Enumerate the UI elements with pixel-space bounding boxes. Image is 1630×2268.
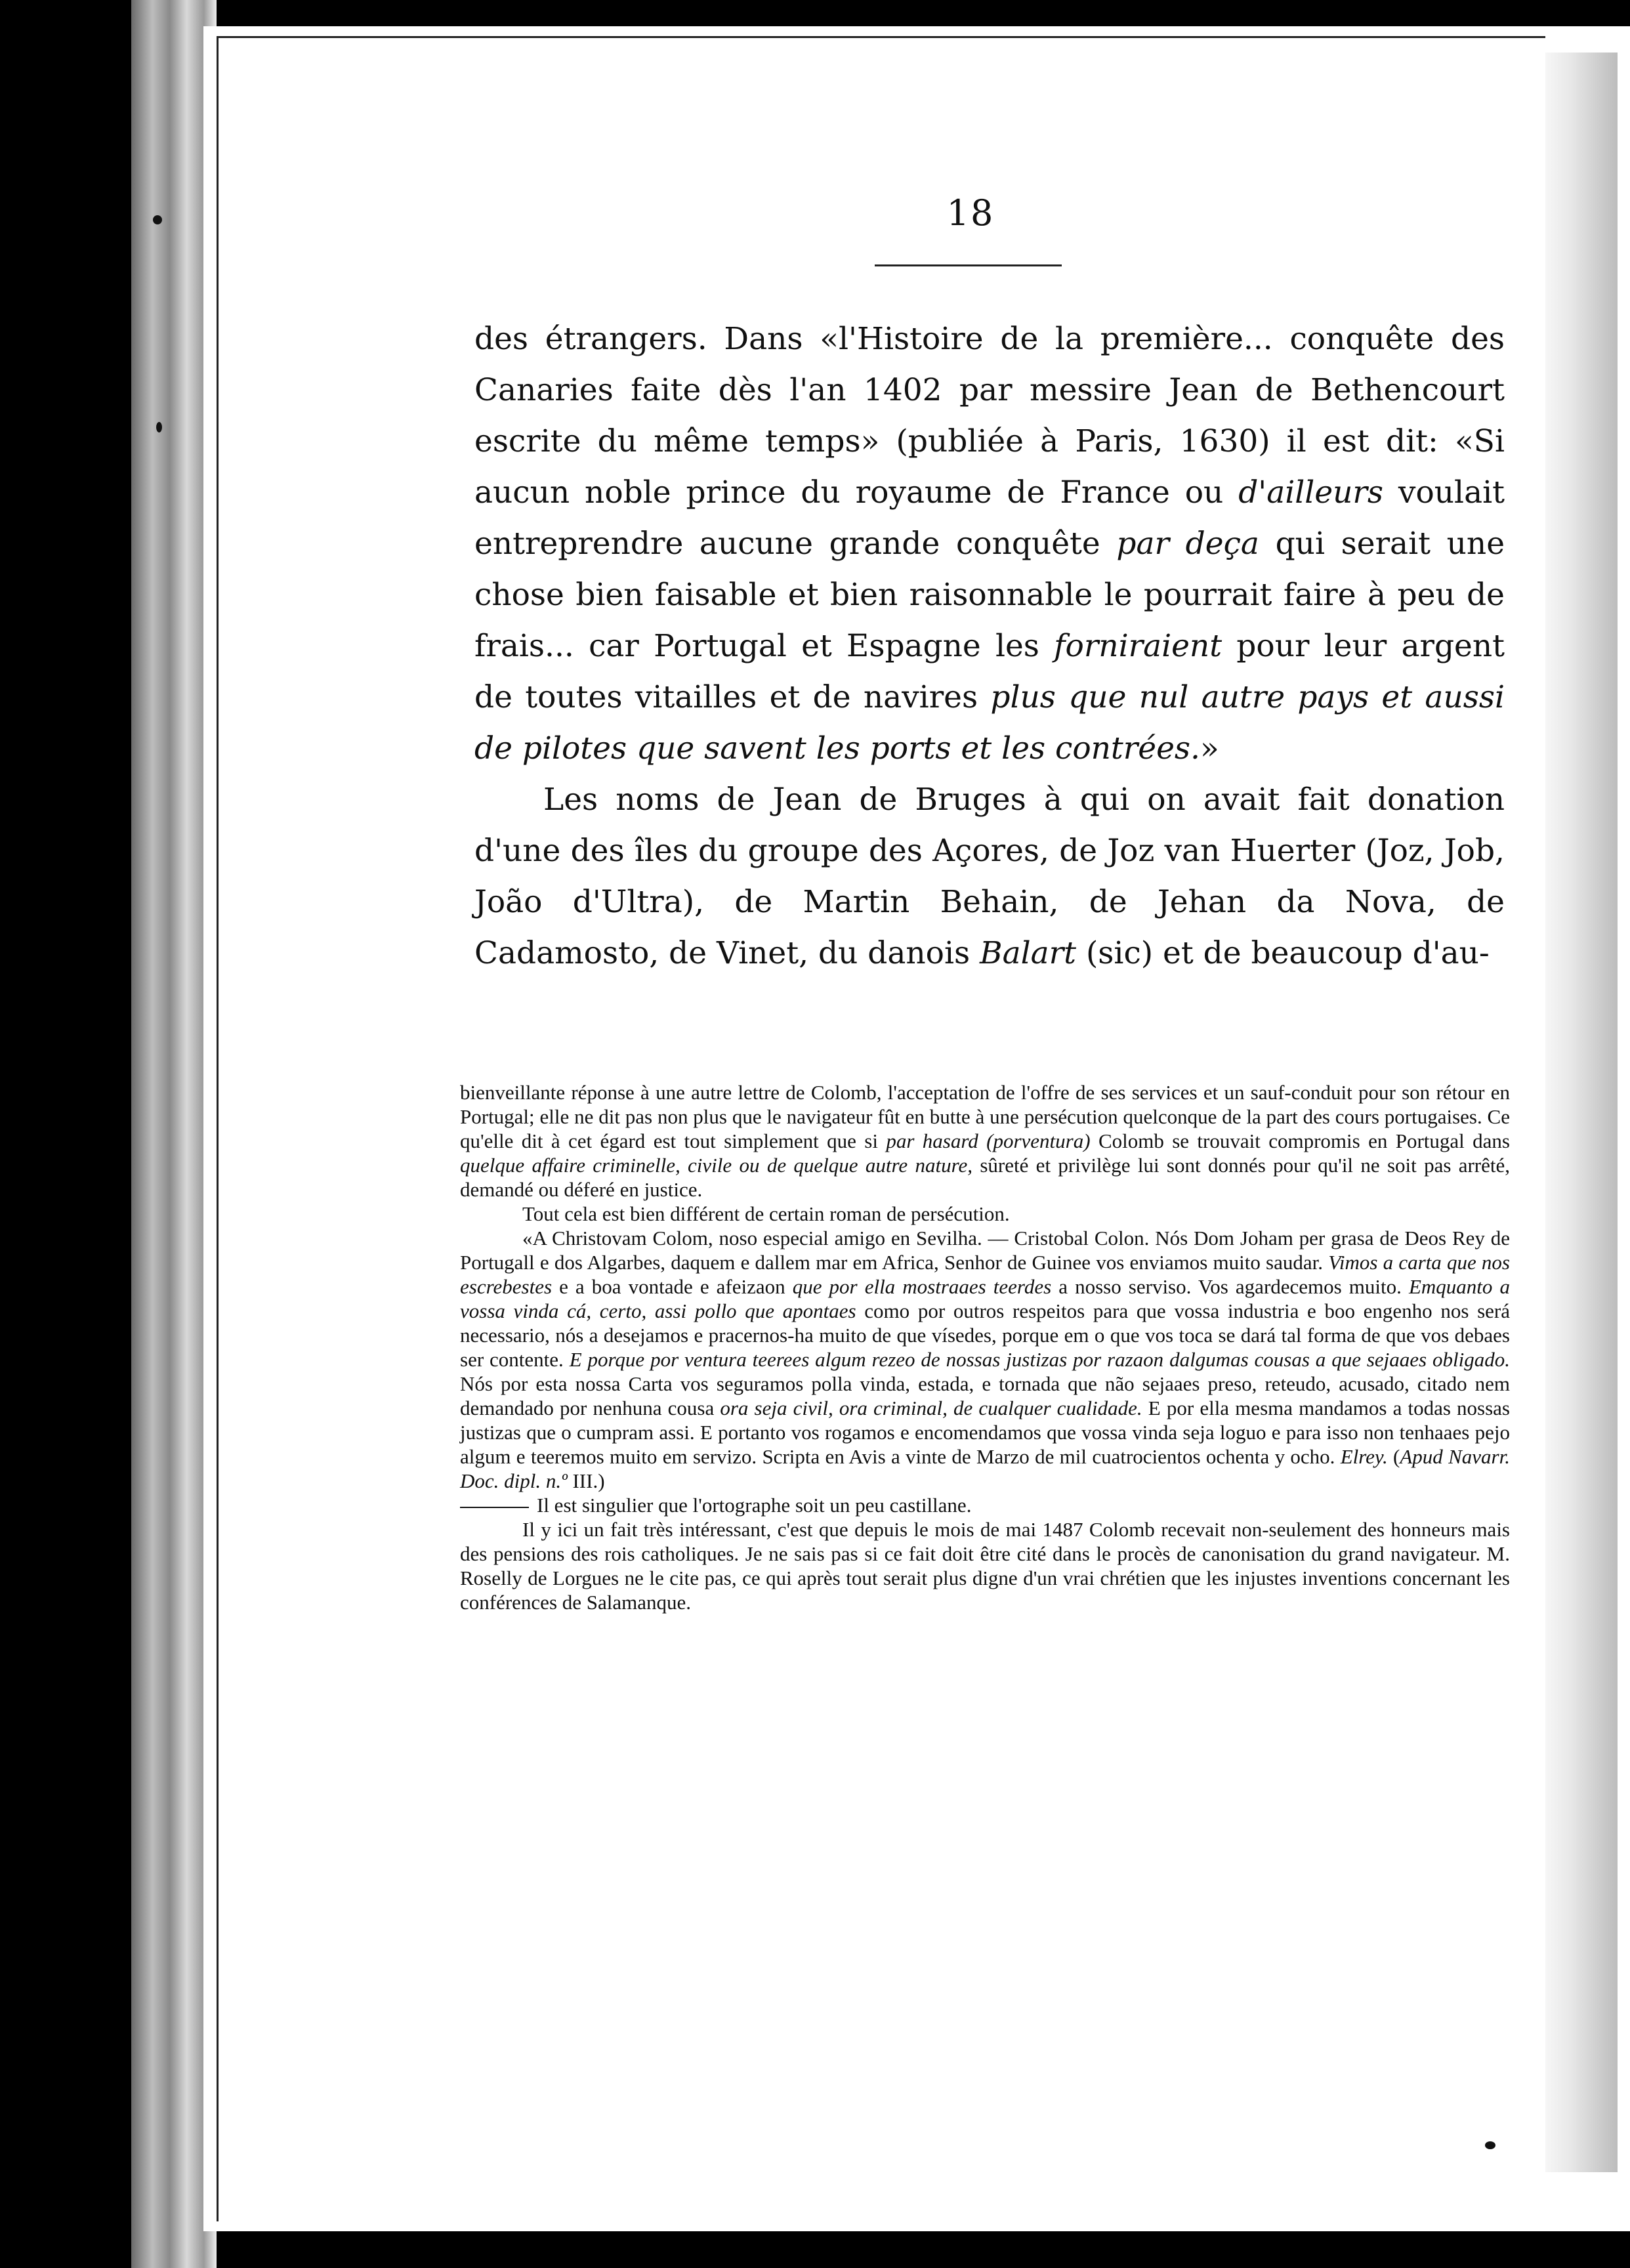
footnote-orthography: Il est singulier que l'ortographe soit un peu castillane. [460, 1493, 1510, 1517]
main-paragraph-1: des étrangers. Dans «l'Histoire de la première... conquête des Canaries faite dès l'an 1402 par messire Jean de Bethencourt escrite du même temps» (publiée à Paris, 1630) il est dit: «Si aucun noble prince du royaume de France ou d'ailleurs voulait entreprendre aucune grande conquête par deça qui serait une chose bien faisable et bien raisonnable le pourrait faire à peu de frais... car Portugal et Espagne les forniraient pour leur argent de toutes vitailles et de navires plus que nul autre pays et aussi de pilotes que savent les ports et les contrées.» [474, 321, 1505, 766]
page-number: 18 [946, 192, 995, 234]
ink-spot-3 [1485, 2141, 1495, 2149]
footnote-rule [460, 1507, 529, 1508]
ink-spot-2 [156, 422, 162, 432]
main-paragraph-2: Les noms de Jean de Bruges à qui on avait fait donation d'une des îles du groupe des Açores, de Joz van Huerter (Joz, Job, João d'Ultra), de Martin Behain, de Jehan da Nova, de Cadamosto, de Vinet, du danois Balart (sic) et de beaucoup d'au- [474, 782, 1505, 971]
footnote-remark: Tout cela est bien différent de certain roman de persécution. [522, 1202, 1010, 1225]
footnotes [460, 1080, 1510, 1614]
footnote-letter-quote: «A Christovam Colom, noso especial amigo en Sevilha. — Cristobal Colon. Nós Dom Joham per grasa de Deos Rey de Portugall e dos Algarbes, daquem e dallem mar em Africa, Senhor de Guinee vos enviamos muito saudar. Vimos a carta que nos escrebestes e a boa vontade e afeizaon que por ella mostraaes teerdes a nosso serviso. Vos agardecemos muito. Emquanto a vossa vinda cá, certo, assi pollo que apontaes como por outros respeitos para que vossa industria e boo engenho nos será necessario, nós a desejamos e pracernos-ha muito de que vísedes, porque em o que vos toca se dará tal forma de que vos debaes ser contente. E porque por ventura teerees algum rezeo de nossas justizas por razaon dalgumas cousas a que sejaaes obligado. Nós por esta nossa Carta vos seguramos polla vinda, estada, e tornada que não sejaaes preso, reteudo, acusado, citado nem demandado por nenhuna cousa ora seja civil, ora criminal, de cualquer cualidade. E por ella mesma mandamos a todas nossas justizas que o cumpram assi. E portanto vos rogamos e encomendamos que vossa vinda seja loguo e para isso non tenhaaes pejo algum e teeremos muito em servizo. Scripta en Avis a vinte de Marzo de mil cuatrocientos ochenta y ocho. Elrey. (Apud Navarr. Doc. dipl. n.º III.) [460, 1227, 1510, 1492]
ink-spot-1 [153, 215, 162, 224]
book-page [217, 36, 1545, 2221]
main-text [474, 314, 1505, 979]
footnote-pensions: Il y ici un fait très intéressant, c'est que depuis le mois de mai 1487 Colomb recevait non-seulement des honneurs mais des pensions des rois catholiques. Je ne sais pas si ce fait doit être cité dans le procès de canonisation du grand navigateur. M. Roselly de Lorgues ne le cite pas, ce qui après tout serait plus digne d'un vrai chrétien que les injustes inventions concernant les conférences de Salamanque. [460, 1518, 1510, 1614]
footnote-continuation: bienveillante réponse à une autre lettre de Colomb, l'acceptation de l'offre de ses services et un sauf-conduit pour son rétour en Portugal; elle ne dit pas non plus que le navigateur fût en butte à une persécution quelconque de la part des cours portugaises. Ce qu'elle dit à cet égard est tout simplement que si par hasard (porventura) Colomb se trouvait compromis en Portugal dans quelque affaire criminelle, civile ou de quelque autre nature, sûreté et privilège lui sont donnés pour qu'il ne soit pas arrêté, demandé ou déferé en justice. [460, 1081, 1511, 1201]
header-rule [875, 264, 1062, 266]
